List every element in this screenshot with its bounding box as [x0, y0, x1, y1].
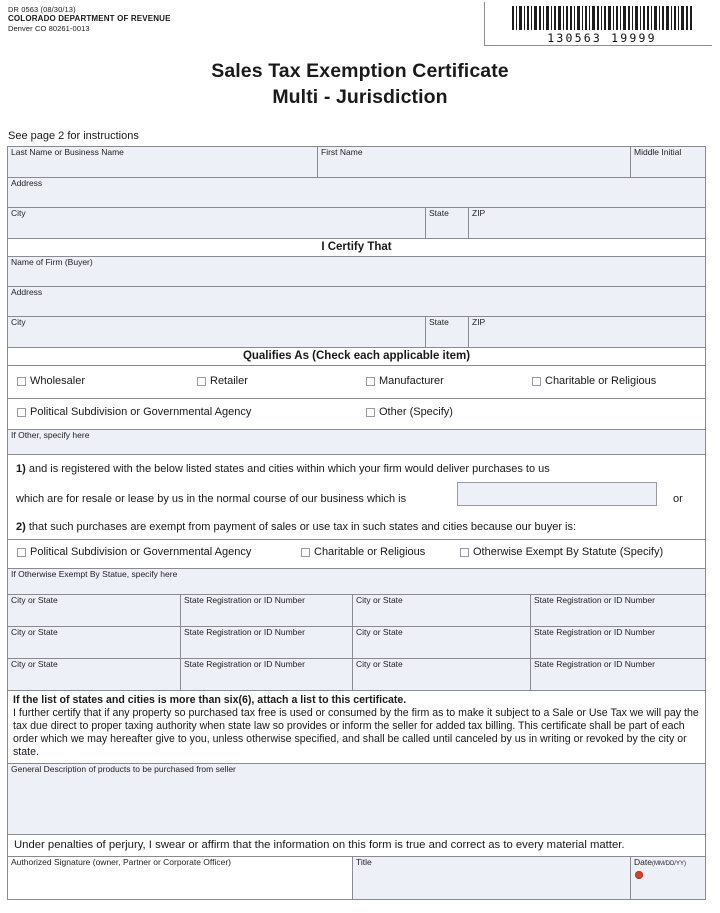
- checkbox-icon[interactable]: [366, 408, 375, 417]
- exempt-options-row: [8, 540, 705, 569]
- reg-header-label: City or State: [356, 627, 403, 637]
- title-label: Title: [356, 857, 372, 868]
- checkbox-label: Wholesaler: [30, 375, 86, 387]
- checkbox-icon[interactable]: [17, 408, 26, 417]
- last-name-field[interactable]: [8, 147, 318, 177]
- firm-name-field[interactable]: [8, 257, 705, 286]
- reg-cell-id-number[interactable]: [531, 659, 705, 690]
- checkbox-political-subdivision[interactable]: [17, 406, 251, 418]
- reg-cell-city-state[interactable]: [353, 659, 531, 690]
- reg-header-label: State Registration or ID Number: [534, 627, 655, 637]
- if-other-label: If Other, specify here: [11, 430, 90, 440]
- signature-row: [8, 857, 705, 899]
- firm-zip-field[interactable]: [469, 317, 705, 347]
- reg-cell-id-number[interactable]: [531, 627, 705, 658]
- date-required-marker-icon: [635, 871, 643, 879]
- date-label: [634, 858, 705, 868]
- buyer-address-field[interactable]: [8, 178, 705, 207]
- firm-name-label: Name of Firm (Buyer): [11, 257, 93, 267]
- checkbox-retailer[interactable]: [197, 375, 248, 387]
- checkbox-other-specify[interactable]: [366, 406, 453, 418]
- if-otherwise-field[interactable]: [8, 569, 705, 594]
- reg-cell-city-state[interactable]: [8, 659, 181, 690]
- buyer-city-field[interactable]: [8, 208, 426, 238]
- certification-text: [8, 691, 705, 763]
- certify-band: I Certify That: [8, 239, 705, 257]
- barcode-number: 130563 19999: [547, 31, 657, 45]
- reg-cell-city-state[interactable]: [353, 627, 531, 658]
- reg-cell-id-number[interactable]: [181, 627, 353, 658]
- checkbox-label: Other (Specify): [379, 406, 453, 418]
- qualifies-band: Qualifies As (Check each applicable item): [8, 348, 705, 366]
- reg-header-label: City or State: [356, 595, 403, 605]
- clause-1-line-1: [16, 463, 550, 475]
- if-other-row: [8, 430, 705, 455]
- buyer-state-label: State: [429, 208, 449, 218]
- checkbox-icon[interactable]: [17, 548, 26, 557]
- checkbox-label: Retailer: [210, 375, 248, 387]
- buyer-address-label: Address: [11, 178, 43, 188]
- checkbox-icon[interactable]: [532, 377, 541, 386]
- buyer-zip-label: ZIP: [472, 208, 486, 218]
- certification-row: [8, 691, 705, 764]
- checkbox-otherwise-exempt-statute[interactable]: [460, 546, 663, 558]
- certification-body: I further certify that if any property so purchased tax free is used or consumed by the firm as to make it subject to a Sale or Use Tax we will pay the tax due direct to proper taxing authority when state law so provides or inform the seller for added tax billing. This certificate shall be part of each order which we may hereafter give to you, unless otherwise specified, and shall be called until canceled by us in writing or revoked by the city or state.: [13, 707, 699, 759]
- table-row: [8, 627, 705, 659]
- reg-header-label: State Registration or ID Number: [534, 659, 655, 669]
- if-otherwise-row: [8, 569, 705, 595]
- barcode-icon: [512, 6, 692, 30]
- general-description-field[interactable]: [8, 764, 705, 834]
- reg-cell-id-number[interactable]: [181, 595, 353, 626]
- checkbox-label: Charitable or Religious: [545, 375, 657, 387]
- checkbox-icon[interactable]: [460, 548, 469, 557]
- date-field[interactable]: [631, 857, 705, 899]
- certification-bold-line: If the list of states and cities is more than six(6), attach a list to this certificate.: [13, 694, 407, 706]
- checkbox-icon[interactable]: [301, 548, 310, 557]
- date-format-hint: (MM/DD/YY): [651, 861, 686, 868]
- firm-address-row: [8, 287, 705, 317]
- clause-1-line-2: which are for resale or lease by us in the normal course of our business which is: [16, 493, 407, 505]
- clause-2-line: [16, 521, 576, 533]
- reg-header-label: City or State: [11, 659, 58, 669]
- first-name-label: First Name: [321, 147, 363, 157]
- firm-address-label: Address: [11, 287, 43, 297]
- reg-cell-id-number[interactable]: [531, 595, 705, 626]
- firm-city-row: [8, 317, 705, 348]
- clause-1-number: 1): [16, 463, 26, 475]
- clause-2-number: 2): [16, 521, 26, 533]
- instructions-note: See page 2 for instructions: [8, 130, 139, 142]
- firm-city-field[interactable]: [8, 317, 426, 347]
- table-row: [8, 595, 705, 627]
- form-number: DR 0563 (08/30/13): [8, 5, 76, 14]
- reg-header-label: State Registration or ID Number: [534, 595, 655, 605]
- clause-1-text-1: and is registered with the below listed states and cities within which your firm would deliver purchases to us: [25, 463, 550, 475]
- title-line-1: Sales Tax Exemption Certificate: [211, 60, 509, 82]
- table-row: [8, 659, 705, 691]
- page-title: [0, 58, 720, 111]
- agency-name: COLORADO DEPARTMENT OF REVENUE: [8, 14, 171, 24]
- signature-label-text: Authorized Signature (owner, Partner or Corporate Officer): [11, 857, 232, 868]
- general-description-label: General Description of products to be purchased from seller: [11, 764, 236, 775]
- reg-header-label: State Registration or ID Number: [184, 659, 305, 669]
- clauses-row: [8, 455, 705, 540]
- form-body: [7, 146, 706, 900]
- firm-city-label: City: [11, 317, 26, 327]
- perjury-row: [8, 835, 705, 857]
- qualifies-row-1: [8, 366, 705, 399]
- authorized-signature-label: [11, 858, 352, 868]
- checkbox-manufacturer[interactable]: [366, 375, 444, 387]
- firm-address-field[interactable]: [8, 287, 705, 316]
- buyer-city-label: City: [11, 208, 26, 218]
- firm-zip-label: ZIP: [472, 317, 486, 327]
- checkbox-label: Otherwise Exempt By Statute (Specify): [473, 546, 664, 558]
- checkbox-wholesaler[interactable]: [17, 375, 85, 387]
- checkbox-exempt-charitable-religious[interactable]: [301, 546, 425, 558]
- authorized-signature-field[interactable]: [8, 857, 353, 899]
- reg-header-label: State Registration or ID Number: [184, 595, 305, 605]
- reg-cell-city-state[interactable]: [8, 627, 181, 658]
- checkbox-charitable-religious[interactable]: [532, 375, 656, 387]
- checkbox-label: Political Subdivision or Governmental Agency: [30, 546, 252, 558]
- reg-cell-city-state[interactable]: [353, 595, 531, 626]
- last-name-label: Last Name or Business Name: [11, 147, 124, 157]
- buyer-zip-field[interactable]: [469, 208, 705, 238]
- buyer-city-row: [8, 208, 705, 239]
- title-field[interactable]: [353, 857, 631, 899]
- checkbox-label: Manufacturer: [379, 375, 444, 387]
- qualifies-row-2: [8, 399, 705, 430]
- date-label-text: Date: [634, 857, 652, 868]
- buyer-state-field[interactable]: [426, 208, 469, 238]
- clause-1-trailing-or: or: [673, 493, 683, 505]
- clause-2-text: that such purchases are exempt from payment of sales or use tax in such states and cities because our buyer is:: [25, 521, 577, 533]
- reg-header-label: City or State: [356, 659, 403, 669]
- middle-initial-field[interactable]: [631, 147, 705, 177]
- checkbox-label: Political Subdivision or Governmental Agency: [30, 406, 252, 418]
- reg-header-label: State Registration or ID Number: [184, 627, 305, 637]
- middle-initial-label: Middle Initial: [634, 147, 682, 157]
- checkbox-icon[interactable]: [17, 377, 26, 386]
- reg-header-label: City or State: [11, 595, 58, 605]
- agency-header: [8, 5, 171, 33]
- firm-state-field[interactable]: [426, 317, 469, 347]
- firm-state-label: State: [429, 317, 449, 327]
- checkbox-icon[interactable]: [197, 377, 206, 386]
- if-otherwise-label: If Otherwise Exempt By Statue, specify here: [11, 569, 178, 579]
- reg-header-label: City or State: [11, 627, 58, 637]
- buyer-address-row: [8, 178, 705, 208]
- checkbox-exempt-political-subdivision[interactable]: [17, 546, 251, 558]
- reg-cell-id-number[interactable]: [181, 659, 353, 690]
- agency-address: Denver CO 80261-0013: [8, 23, 90, 33]
- buyer-name-row: [8, 147, 705, 178]
- reg-cell-city-state[interactable]: [8, 595, 181, 626]
- checkbox-icon[interactable]: [366, 377, 375, 386]
- if-other-field[interactable]: [8, 430, 705, 454]
- general-description-row: [8, 764, 705, 835]
- checkbox-label: Charitable or Religious: [314, 546, 426, 558]
- business-description-input[interactable]: [457, 482, 657, 506]
- first-name-field[interactable]: [318, 147, 631, 177]
- perjury-statement: Under penalties of perjury, I swear or affirm that the information on this form is true and correct as to every material matter.: [8, 835, 705, 856]
- title-line-2: Multi - Jurisdiction: [272, 86, 448, 109]
- firm-name-row: [8, 257, 705, 287]
